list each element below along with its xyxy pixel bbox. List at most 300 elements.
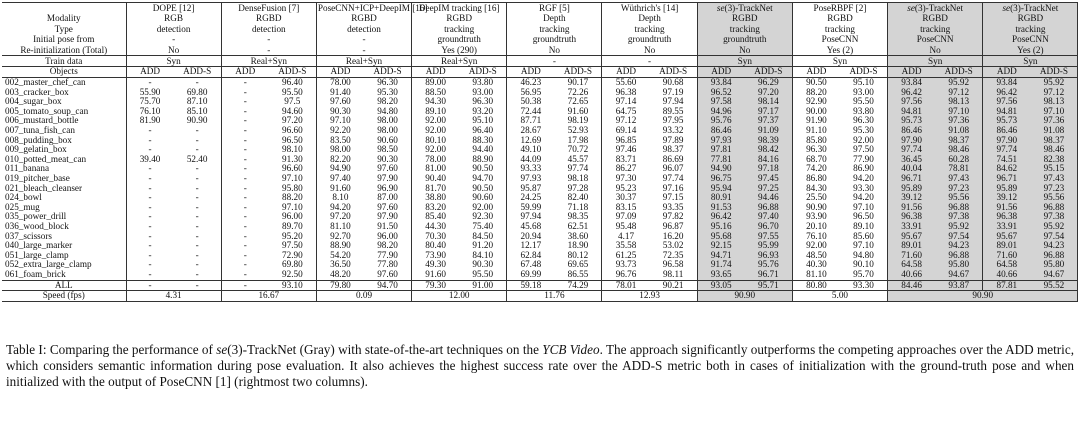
value-cell: 90.60	[472, 192, 494, 203]
method-reinit: Yes (2)	[792, 45, 887, 56]
value-cell: -	[221, 251, 269, 261]
caption-mid: (3)-TrackNet (Gray) with state-of-the-art techniques on the	[227, 342, 543, 357]
object-name: 035_power_drill	[5, 211, 67, 222]
value-cell: 70.72	[567, 144, 589, 155]
object-name: 010_potted_meat_can	[5, 153, 87, 164]
value-cell: 84.30	[792, 184, 840, 194]
value-cell: 90.50	[472, 182, 494, 193]
method-type: detection	[126, 24, 221, 34]
value-cell: 82.40	[567, 192, 589, 203]
value-cell: 95.48	[602, 222, 650, 232]
metric-header: ADD	[792, 67, 840, 78]
method-train: Syn	[983, 56, 1078, 67]
value-cell: 98.50	[377, 144, 398, 155]
method-train: -	[602, 56, 697, 67]
value-cell: 97.94	[507, 212, 555, 222]
value-cell: 59.99	[507, 203, 555, 213]
method-train: -	[507, 56, 602, 67]
value-cell: 86.55	[567, 268, 589, 279]
value-cell: 96.07	[662, 163, 684, 174]
value-cell: 98.18	[567, 172, 589, 183]
value-cell: -	[195, 268, 199, 279]
value-cell: 97.50	[853, 144, 874, 155]
value-cell: 33.91	[983, 222, 1031, 232]
value-cell: -	[221, 88, 269, 98]
metric-header: ADD-S	[935, 67, 983, 78]
value-cell: 91.50	[377, 220, 398, 231]
value-cell: 90.30	[377, 153, 398, 164]
method-modality: RGBD	[412, 13, 507, 23]
row-modality	[2, 13, 1078, 23]
value-cell: 96.30	[792, 145, 840, 155]
value-cell: 72.90	[282, 249, 303, 260]
value-cell: 92.70	[316, 232, 364, 242]
value-cell: 95.56	[935, 193, 983, 203]
value-cell: 92.30	[472, 211, 494, 222]
value-cell: 97.36	[1030, 116, 1078, 126]
value-cell: 97.10	[1030, 107, 1078, 117]
value-cell: 94.80	[377, 105, 398, 116]
value-cell: -	[221, 203, 269, 213]
value-cell: 82.20	[316, 155, 364, 165]
value-cell: 81.70	[412, 184, 460, 194]
table-caption	[6, 342, 1074, 390]
value-cell: -	[195, 182, 199, 193]
method-type: detection	[221, 24, 316, 34]
value-cell: 92.00	[412, 145, 460, 155]
value-cell: 97.94	[662, 96, 684, 107]
value-cell: 98.37	[935, 136, 983, 146]
value-cell: -	[221, 78, 269, 88]
value-cell: 96.42	[697, 212, 745, 222]
value-cell: 96.40	[472, 125, 494, 135]
value-cell: 64.58	[983, 260, 1031, 270]
corner-cell	[2, 3, 126, 14]
value-cell: 98.11	[662, 268, 684, 279]
value-cell: 89.10	[853, 220, 874, 231]
value-cell: 72.35	[662, 249, 684, 260]
value-cell: 95.30	[853, 125, 874, 135]
value-cell: 94.71	[697, 251, 745, 261]
value-cell: 91.56	[888, 203, 936, 213]
method-type: tracking	[697, 24, 792, 34]
value-cell: 90.40	[412, 174, 460, 184]
value-cell: -	[126, 126, 174, 136]
speed-value: 4.31	[126, 291, 221, 302]
speed-value: 90.90	[888, 291, 1078, 302]
value-cell: 44.09	[507, 155, 555, 165]
metric-header: ADD-S	[459, 67, 507, 78]
method-reinit: Yes (290)	[412, 45, 507, 56]
object-name: 040_large_marker	[5, 240, 73, 251]
value-cell: 89.01	[888, 241, 936, 251]
value-cell: 95.70	[853, 268, 874, 279]
value-cell: -	[126, 222, 174, 232]
value-cell: -	[195, 172, 199, 183]
metric-header: ADD	[126, 67, 174, 78]
value-cell: 86.80	[792, 174, 840, 184]
value-cell: 90.60	[377, 134, 398, 145]
value-cell: 30.37	[602, 193, 650, 203]
value-cell: 96.88	[935, 251, 983, 261]
speed-value: 12.00	[412, 291, 507, 302]
value-cell: -	[195, 163, 199, 174]
value-cell: 97.93	[697, 136, 745, 146]
value-cell: 91.30	[282, 153, 303, 164]
value-cell: 96.88	[935, 203, 983, 213]
value-cell: 93.00	[472, 86, 494, 97]
object-name: 024_bowl	[5, 192, 42, 203]
value-cell: -	[126, 241, 174, 251]
value-cell: 96.30	[472, 96, 494, 107]
all-value: -	[221, 280, 269, 291]
value-cell: 80.10	[412, 136, 460, 146]
method-name	[697, 3, 792, 14]
value-cell: 94.70	[472, 172, 494, 183]
value-cell: 95.92	[935, 222, 983, 232]
value-cell: 95.99	[745, 241, 793, 251]
value-cell: 64.58	[888, 260, 936, 270]
value-cell: 97.50	[282, 240, 303, 251]
row-label: Type	[54, 23, 73, 34]
value-cell: 90.30	[316, 107, 364, 117]
value-cell: 98.37	[662, 144, 684, 155]
value-cell: 69.80	[186, 86, 208, 97]
value-cell: 95.92	[1030, 78, 1078, 88]
value-cell: -	[195, 211, 199, 222]
value-cell: -	[221, 184, 269, 194]
value-cell: 97.40	[745, 212, 793, 222]
value-cell: -	[221, 232, 269, 242]
value-cell: 33.91	[888, 222, 936, 232]
value-cell: 91.40	[316, 88, 364, 98]
value-cell: 97.19	[662, 86, 684, 97]
value-cell: 60.28	[935, 155, 983, 165]
value-cell: 71.60	[983, 251, 1031, 261]
object-name: 051_large_clamp	[5, 249, 69, 260]
value-cell: 93.84	[888, 78, 936, 88]
row-label: Train data	[2, 56, 126, 67]
value-cell: 97.74	[983, 145, 1031, 155]
value-cell: 97.5	[284, 96, 301, 107]
value-cell: 89.70	[282, 220, 303, 231]
value-cell: 90.50	[472, 163, 494, 174]
value-cell: 97.90	[983, 136, 1031, 146]
row-init	[2, 34, 1078, 44]
method-name: RGF [5]	[507, 3, 602, 14]
metric-header: ADD	[602, 67, 650, 78]
object-name: 009_gelatin_box	[5, 144, 67, 155]
value-cell: -	[126, 78, 174, 88]
value-cell: 97.20	[316, 212, 364, 222]
value-cell: 93.65	[697, 270, 745, 280]
metric-header: ADD-S	[174, 67, 222, 78]
value-cell: 72.44	[507, 107, 555, 117]
metric-header-row	[2, 67, 1078, 78]
method-modality: Depth	[602, 13, 697, 23]
value-cell: 98.00	[377, 115, 398, 126]
value-cell: 48.50	[792, 251, 840, 261]
value-cell: 83.71	[602, 155, 650, 165]
all-value: 93.10	[269, 280, 317, 291]
method-name: Wüthrich's [14]	[602, 3, 697, 14]
value-cell: 40.04	[888, 164, 936, 174]
value-cell: 92.20	[316, 126, 364, 136]
method-modality: RGBD	[221, 13, 316, 23]
method-train: Syn	[792, 56, 887, 67]
metric-header: ADD-S	[840, 67, 888, 78]
value-cell: 96.50	[853, 211, 874, 222]
value-cell: 94.67	[935, 270, 983, 280]
value-cell: 96.29	[745, 78, 793, 88]
caption-method-se: se	[216, 342, 228, 357]
value-cell: 96.00	[282, 211, 303, 222]
value-cell: 97.15	[662, 192, 684, 203]
value-cell: 85.40	[412, 212, 460, 222]
caption-dataset: YCB Video	[542, 342, 600, 357]
method-reinit: -	[221, 45, 316, 56]
method-name: PoseRBPF [2]	[792, 3, 887, 14]
value-cell: 93.00	[853, 86, 874, 97]
value-cell: 95.50	[472, 268, 494, 279]
method-init: PoseCNN	[792, 34, 887, 44]
method-type: tracking	[792, 24, 887, 34]
value-cell: 74.20	[792, 164, 840, 174]
value-cell: 97.10	[853, 201, 874, 212]
all-value: 79.30	[412, 280, 460, 291]
caption-prefix: Table I: Comparing the performance of	[6, 342, 217, 357]
value-cell: 94.81	[888, 107, 936, 117]
value-cell: 91.90	[792, 116, 840, 126]
value-cell: 97.10	[853, 240, 874, 251]
value-cell: 93.35	[662, 201, 684, 212]
objects-header: Objects	[2, 67, 126, 78]
value-cell: 97.54	[935, 232, 983, 242]
value-cell: 85.80	[792, 136, 840, 146]
value-cell: 75.40	[472, 220, 494, 231]
metric-header: ADD-S	[554, 67, 602, 78]
value-cell: -	[126, 270, 174, 280]
value-cell: 97.90	[888, 136, 936, 146]
value-cell: 95.16	[697, 222, 745, 232]
row-type	[2, 24, 1078, 34]
row-label: Modality	[46, 13, 81, 24]
method-name: DeepIM tracking [16]	[412, 3, 507, 14]
value-cell: 36.45	[888, 155, 936, 165]
value-cell: 96.60	[282, 125, 303, 135]
speed-value: 90.90	[697, 291, 792, 302]
value-cell: -	[126, 164, 174, 174]
value-cell: 24.25	[507, 193, 555, 203]
value-cell: -	[126, 232, 174, 242]
value-cell: 39.40	[126, 155, 174, 165]
value-cell: 97.20	[282, 115, 303, 126]
value-cell: -	[126, 136, 174, 146]
value-cell: 96.75	[697, 174, 745, 184]
value-cell: 97.37	[745, 116, 793, 126]
value-cell: -	[126, 260, 174, 270]
value-cell: 78.00	[412, 155, 460, 165]
value-cell: 80.91	[697, 193, 745, 203]
method-type: tracking	[983, 24, 1078, 34]
value-cell: 97.58	[697, 97, 745, 107]
value-cell: 97.60	[377, 201, 398, 212]
method-name-italic: se	[907, 3, 915, 13]
value-cell: 25.50	[792, 193, 840, 203]
value-cell: 39.12	[983, 193, 1031, 203]
speed-row	[2, 291, 1078, 302]
value-cell: 97.74	[662, 172, 684, 183]
method-modality: RGB	[126, 13, 221, 23]
method-reinit: No	[602, 45, 697, 56]
value-cell: 81.00	[412, 164, 460, 174]
value-cell: 95.89	[983, 184, 1031, 194]
value-cell: -	[221, 270, 269, 280]
value-cell: 84.50	[472, 230, 494, 241]
value-cell: 96.38	[888, 212, 936, 222]
method-header-row	[2, 3, 1078, 14]
value-cell: -	[195, 230, 199, 241]
value-cell: 39.12	[888, 193, 936, 203]
value-cell: 91.60	[412, 270, 460, 280]
value-cell: 93.84	[983, 78, 1031, 88]
value-cell: 97.43	[1030, 174, 1078, 184]
value-cell: 81.10	[792, 270, 840, 280]
method-name-suffix: (3)-TrackNet	[1010, 3, 1059, 13]
value-cell: 97.54	[1030, 232, 1078, 242]
value-cell: -	[221, 107, 269, 117]
value-cell: 96.38	[983, 212, 1031, 222]
value-cell: 77.90	[377, 249, 398, 260]
speed-value: 12.93	[602, 291, 697, 302]
value-cell: 94.23	[935, 241, 983, 251]
value-cell: 84.62	[983, 164, 1031, 174]
row-train	[2, 56, 1078, 67]
value-cell: 97.90	[377, 211, 398, 222]
value-cell: 98.14	[745, 97, 793, 107]
value-cell: 36.50	[316, 260, 364, 270]
value-cell: 90.90	[792, 203, 840, 213]
value-cell: 16.20	[662, 230, 684, 241]
value-cell: 62.51	[567, 220, 589, 231]
method-modality: RGBD	[792, 13, 887, 23]
value-cell: 83.15	[602, 203, 650, 213]
value-cell: 98.13	[935, 97, 983, 107]
method-init: groundtruth	[507, 34, 602, 44]
value-cell: 96.71	[745, 270, 793, 280]
value-cell: 96.76	[602, 270, 650, 280]
method-train: Real+Syn	[316, 56, 411, 67]
value-cell: 98.46	[935, 145, 983, 155]
value-cell: 97.36	[935, 116, 983, 126]
method-init: -	[126, 34, 221, 44]
value-cell: 93.30	[853, 182, 874, 193]
value-cell: 93.32	[662, 125, 684, 135]
value-cell: 95.15	[1030, 164, 1078, 174]
results-table	[2, 2, 1078, 302]
value-cell: 95.80	[1030, 260, 1078, 270]
value-cell: 94.30	[412, 97, 460, 107]
all-value: 95.71	[745, 280, 793, 291]
method-name	[983, 3, 1078, 14]
value-cell: 97.18	[745, 164, 793, 174]
all-value: 90.21	[650, 280, 698, 291]
value-cell: 69.65	[567, 259, 589, 270]
value-cell: 92.90	[792, 97, 840, 107]
value-cell: 96.87	[662, 220, 684, 231]
object-name: 006_mustard_bottle	[5, 115, 79, 126]
value-cell: 95.10	[472, 115, 494, 126]
value-cell: 54.20	[316, 251, 364, 261]
all-value: 84.46	[888, 280, 936, 291]
value-cell: 96.42	[983, 88, 1031, 98]
value-cell: -	[195, 259, 199, 270]
all-label: ALL	[2, 280, 126, 291]
value-cell: 97.81	[697, 145, 745, 155]
all-value: 93.30	[840, 280, 888, 291]
all-row	[2, 280, 1078, 291]
value-cell: 93.90	[792, 212, 840, 222]
value-cell: 95.68	[697, 232, 745, 242]
method-type: tracking	[888, 24, 983, 34]
value-cell: 90.00	[792, 107, 840, 117]
method-type: tracking	[507, 24, 602, 34]
row-reinit	[2, 45, 1078, 56]
value-cell: -	[221, 164, 269, 174]
value-cell: 93.84	[697, 78, 745, 88]
value-cell: 88.50	[412, 88, 460, 98]
value-cell: 91.56	[983, 203, 1031, 213]
object-name: 011_banana	[5, 163, 50, 174]
value-cell: 92.00	[853, 134, 874, 145]
method-train: Real+Syn	[221, 56, 316, 67]
value-cell: -	[221, 136, 269, 146]
value-cell: 4.17	[602, 232, 650, 242]
method-modality: RGBD	[983, 13, 1078, 23]
value-cell: 90.10	[853, 259, 874, 270]
value-cell: 53.02	[662, 240, 684, 251]
all-value: 80.80	[792, 280, 840, 291]
metric-header: ADD	[983, 67, 1031, 78]
value-cell: 91.60	[567, 105, 589, 116]
value-cell: 62.84	[507, 251, 555, 261]
value-cell: 97.12	[602, 116, 650, 126]
value-cell: 97.95	[662, 115, 684, 126]
value-cell: 95.20	[282, 230, 303, 241]
object-name: 004_sugar_box	[5, 96, 62, 107]
value-cell: 18.90	[567, 240, 589, 251]
value-cell: -	[195, 249, 199, 260]
value-cell: -	[195, 134, 199, 145]
speed-value: 5.00	[792, 291, 887, 302]
value-cell: 12.69	[507, 136, 555, 146]
value-cell: 91.60	[316, 184, 364, 194]
method-reinit: No	[507, 45, 602, 56]
value-cell: 35.58	[602, 241, 650, 251]
value-cell: 96.00	[377, 230, 398, 241]
value-cell: 95.92	[935, 78, 983, 88]
value-cell: 49.10	[507, 145, 555, 155]
all-value: -	[126, 280, 174, 291]
value-cell: 12.17	[507, 241, 555, 251]
value-cell: 97.60	[377, 268, 398, 279]
value-cell: 97.74	[888, 145, 936, 155]
value-cell: 97.28	[567, 182, 589, 193]
value-cell: 80.40	[412, 241, 460, 251]
object-name: 036_wood_block	[5, 220, 69, 231]
value-cell: 92.15	[697, 241, 745, 251]
method-name	[888, 3, 983, 14]
